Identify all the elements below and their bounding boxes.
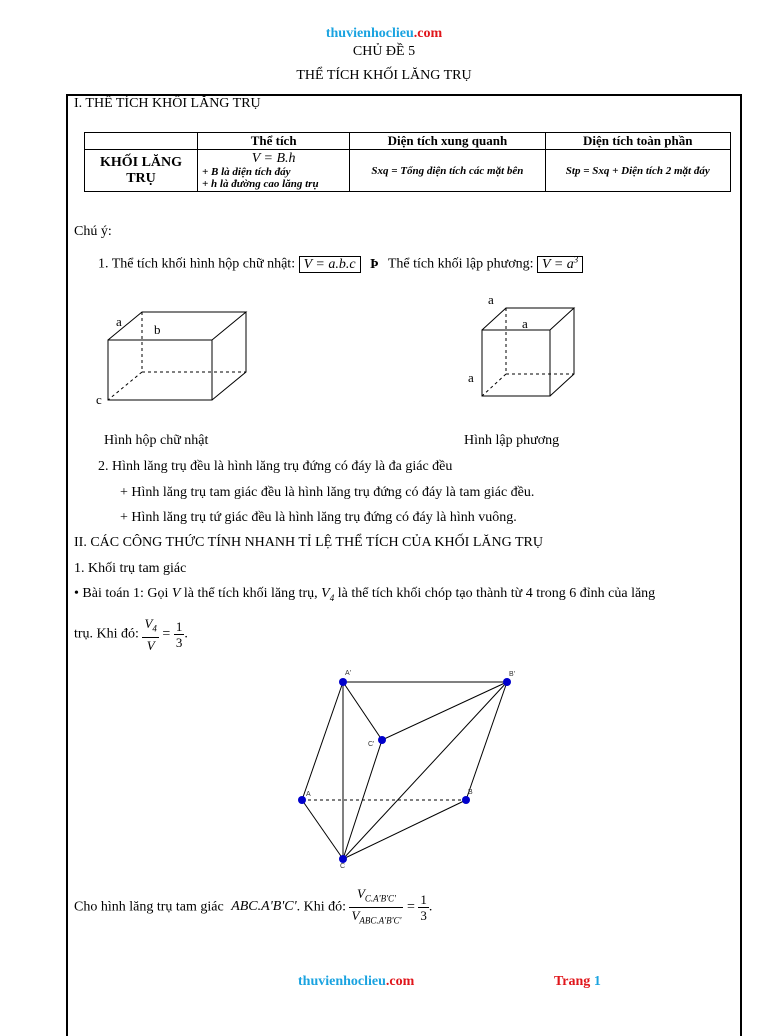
ratio2-equals: =	[406, 899, 415, 915]
ratio2-den-base: V	[351, 907, 360, 923]
table-cell-volume	[198, 150, 350, 192]
cuboid-caption: Hình hộp chữ nhật	[104, 433, 209, 448]
table-header-volume: Thể tích	[198, 133, 350, 150]
cuboid-label-a: a	[116, 314, 122, 329]
ratio2-lhs-den	[349, 908, 403, 929]
cuboid-hidden-edges-1	[108, 312, 142, 400]
ratio2-rhs-num: 1	[420, 891, 427, 907]
ratio2-num-base: V	[356, 886, 365, 901]
volume-formula: V = B.h	[251, 150, 296, 166]
ratio2-num-sub: C.A'B'C'	[364, 893, 396, 904]
cube-caption: Hình lập phương	[464, 433, 560, 448]
note-heading: Chú ý:	[74, 224, 112, 239]
point-c	[339, 855, 347, 863]
prism-edge-bc	[343, 800, 466, 859]
cuboid-figure	[90, 300, 260, 410]
problem1-text-b: là thể tích khối lăng trụ,	[183, 586, 318, 601]
note-item-1	[98, 254, 583, 273]
cube-formula-base: V = a	[542, 256, 574, 272]
ratio1-rhs-den: 3	[175, 634, 183, 650]
ratio1-lhs	[142, 616, 158, 653]
cuboid-front-face	[108, 340, 212, 400]
problem1-line2	[74, 616, 188, 653]
table-header-sxq: Diện tích xung quanh	[350, 133, 545, 150]
cuboid-right-edges	[212, 312, 246, 400]
problem1-var-v4	[321, 586, 334, 601]
cube-right-edges	[550, 308, 574, 396]
problem2-text-b: . Khi đó:	[296, 899, 346, 915]
footer-site-domain: .com	[385, 974, 415, 989]
point-a	[298, 796, 306, 804]
ratio1-lhs-den: V	[146, 637, 155, 653]
section2-heading: II. CÁC CÔNG THỨC TÍNH NHANH TỈ LỆ THỂ TÍCH CỦA KHỐI LĂNG TRỤ	[74, 535, 543, 550]
cube-hidden-edges-1	[482, 308, 506, 396]
problem1-var-v: V	[171, 586, 181, 601]
point-b	[462, 796, 470, 804]
problem1-var-v4-sub: 4	[329, 592, 335, 603]
problem1-text-c: là thể tích khối chóp tạo thành từ 4 trong 6 đỉnh của lăng	[337, 586, 656, 601]
cuboid-label-b: b	[154, 322, 161, 337]
ratio2-rhs	[418, 892, 429, 923]
ratio1-lhs-num	[142, 616, 158, 638]
page-num: 1	[593, 974, 601, 989]
cube-top-edges	[482, 308, 574, 330]
page-number	[554, 974, 601, 990]
ratio1-rhs	[174, 619, 185, 650]
cuboid-top-edges	[108, 312, 246, 340]
ratio2-period: .	[428, 899, 433, 915]
note-item-2: 2. Hình lăng trụ đều là hình lăng trụ đứng có đáy là đa giác đều	[98, 459, 453, 474]
prism-edge-bb1	[466, 682, 507, 800]
ratio1-equals: =	[162, 626, 171, 642]
site-header	[0, 26, 768, 42]
label-b1: B'	[509, 671, 516, 678]
table-row-label: KHỐI LĂNG TRỤ	[85, 150, 198, 192]
ratio1-rhs-num: 1	[175, 618, 183, 634]
table-cell-stp: Stp = Sxq + Diện tích 2 mặt đáy	[545, 150, 730, 192]
problem1-line1	[74, 586, 655, 603]
cube-label-side: a	[468, 370, 474, 385]
cube-figure	[460, 290, 590, 400]
ratio2-rhs-den: 3	[420, 907, 427, 923]
prism-edge-aa1	[302, 682, 343, 800]
ratio2-lhs-num	[349, 886, 403, 908]
point-b1	[503, 678, 511, 686]
table-corner	[85, 133, 198, 150]
cuboid-label-c: c	[96, 392, 102, 407]
page-label: Trang	[554, 974, 591, 989]
point-c1	[378, 736, 386, 744]
ratio1-period: .	[184, 626, 188, 642]
site-name: thuvienhoclieu	[325, 26, 414, 41]
problem2-text-a: Cho hình lăng trụ tam giác	[74, 899, 224, 915]
table-header-stp: Diện tích toàn phần	[545, 133, 730, 150]
cube-formula-exponent: 3	[573, 254, 579, 264]
volume-table	[84, 132, 731, 192]
prism-top-face	[343, 682, 507, 740]
ratio2-den-sub: ABC.A'B'C'	[359, 915, 402, 926]
label-c1: C'	[368, 741, 375, 748]
ratio2-lhs	[349, 886, 403, 928]
cube-volume-formula	[537, 256, 583, 273]
cube-label-top: a	[488, 292, 494, 307]
point-a1	[339, 678, 347, 686]
page-title: THỂ TÍCH KHỐI LĂNG TRỤ	[296, 68, 472, 83]
section1-heading: I. THỂ TÍCH KHỐI LĂNG TRỤ	[74, 96, 261, 111]
label-c: C	[340, 863, 346, 870]
ratio1-num-base: V	[144, 616, 153, 631]
implies-symbol: Þ	[370, 256, 379, 272]
prism-edge-cb1	[343, 682, 507, 859]
volume-note-1: + B là diện tích đáy	[202, 165, 291, 178]
note-item-2a: + Hình lăng trụ tam giác đều là hình lăng trụ đứng có đáy là tam giác đều.	[120, 485, 535, 500]
label-b: B	[468, 789, 473, 796]
note-item-1-text-b: Thể tích khối lập phương:	[387, 256, 534, 272]
site-domain: .com	[413, 26, 443, 41]
topic-label: CHỦ ĐỀ 5	[352, 44, 416, 59]
problem2-line	[74, 886, 432, 928]
problem1-var-v4-base: V	[321, 586, 330, 601]
cube-label-mid: a	[522, 316, 528, 331]
footer-site-name: thuvienhoclieu	[298, 974, 386, 989]
section2-sub1: 1. Khối trụ tam giác	[74, 561, 187, 576]
prism-diagram	[290, 664, 530, 874]
site-footer	[298, 974, 414, 990]
label-a: A	[306, 791, 311, 798]
prism-edge-ac	[302, 800, 343, 859]
problem1-text-a: • Bài toán 1: Gọi	[74, 586, 169, 601]
volume-note-2: + h là đường cao lăng trụ	[202, 177, 319, 190]
note-item-1-text-a: 1. Thể tích khối hình hộp chữ nhật:	[98, 256, 296, 272]
label-a1: A'	[345, 670, 352, 677]
prism-name: ABC.A'B'C'	[231, 899, 297, 915]
cuboid-volume-formula: V = a.b.c	[299, 256, 361, 273]
note-item-2b: + Hình lăng trụ tứ giác đều là hình lăng trụ đứng có đáy là hình vuông.	[120, 510, 517, 525]
ratio1-num-sub: 4	[152, 623, 157, 634]
table-cell-sxq: Sxq = Tổng diện tích các mặt bên	[350, 150, 545, 192]
problem1-text-d: trụ. Khi đó:	[74, 626, 139, 642]
